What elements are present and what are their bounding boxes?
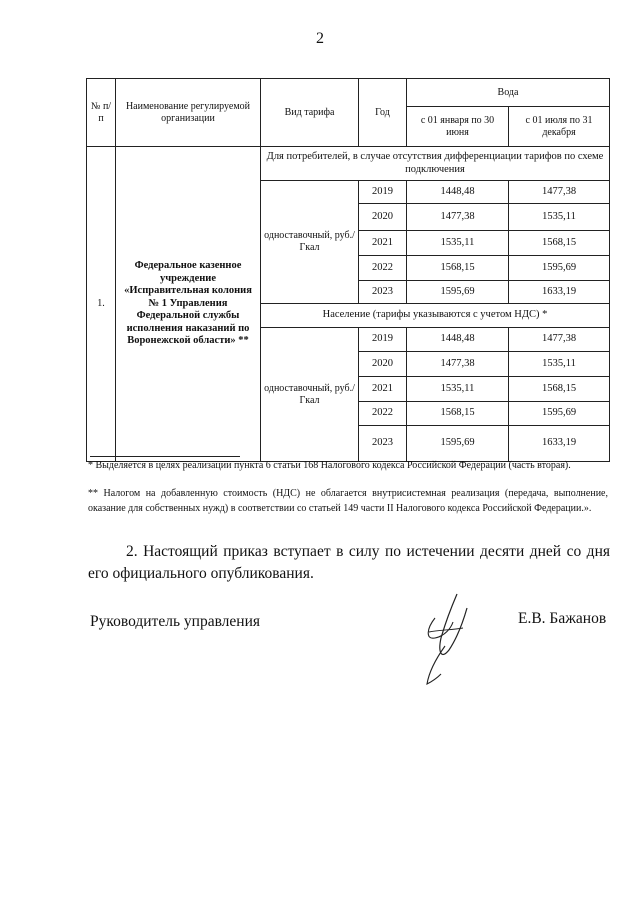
header-year: Год <box>359 79 407 147</box>
section1-tariff-type: одноставочный, руб./Гкал <box>261 181 359 304</box>
value-cell: 1448,48 <box>407 181 509 204</box>
section2-tariff-type: одноставочный, руб./Гкал <box>261 328 359 462</box>
footnote-divider <box>90 456 240 457</box>
row-number: 1. <box>87 147 116 462</box>
value-cell: 1633,19 <box>509 281 610 304</box>
value-cell: 1595,69 <box>407 281 509 304</box>
value-cell: 1633,19 <box>509 426 610 462</box>
header-tariff-type: Вид тарифа <box>261 79 359 147</box>
signer-role: Руководитель управления <box>90 613 261 630</box>
value-cell: 1477,38 <box>509 181 610 204</box>
header-org: Наименование регулируемой организации <box>116 79 261 147</box>
value-cell: 1535,11 <box>407 377 509 402</box>
effective-date-paragraph: 2. Настоящий приказ вступает в силу по истечении десяти дней со дня его официального опубликования. <box>88 543 610 583</box>
section1-title: Для потребителей, в случае отсутствия дифференциации тарифов по схеме подключения <box>261 147 610 181</box>
tariff-table <box>86 78 610 462</box>
year-cell: 2022 <box>359 402 407 426</box>
value-cell: 1595,69 <box>509 256 610 281</box>
value-cell: 1595,69 <box>509 402 610 426</box>
section2-title: Население (тарифы указываются с учетом НДС) * <box>261 304 610 328</box>
year-cell: 2022 <box>359 256 407 281</box>
value-cell: 1568,15 <box>407 256 509 281</box>
year-cell: 2023 <box>359 281 407 304</box>
value-cell: 1535,11 <box>509 204 610 231</box>
year-cell: 2019 <box>359 328 407 352</box>
header-num: № п/п <box>87 79 116 147</box>
header-period-1: с 01 января по 30 июня <box>407 107 509 147</box>
value-cell: 1568,15 <box>509 231 610 256</box>
year-cell: 2023 <box>359 426 407 462</box>
year-cell: 2021 <box>359 231 407 256</box>
organization-name: Федеральное казенное учреждение «Исправительная колония № 1 Управления Федеральной службы исполнения наказаний по Воронежской области» ** <box>116 147 261 462</box>
value-cell: 1568,15 <box>407 402 509 426</box>
header-period-2: с 01 июля по 31 декабря <box>509 107 610 147</box>
section1-title-row <box>87 147 610 181</box>
handwritten-signature <box>405 588 505 688</box>
value-cell: 1568,15 <box>509 377 610 402</box>
footnote-2: ** Налогом на добавленную стоимость (НДС) не облагается внутрисистемная реализация (передача, выполнение, оказание для собственных нужд) в соответствии со статьей 149 части II Налогового кодекса Российской Федерации.». <box>88 488 608 514</box>
year-cell: 2021 <box>359 377 407 402</box>
footnote-1: * Выделяется в целях реализации пункта 6 статьи 168 Налогового кодекса Российской Федерации (часть вторая). <box>88 460 571 471</box>
year-cell: 2019 <box>359 181 407 204</box>
value-cell: 1448,48 <box>407 328 509 352</box>
value-cell: 1535,11 <box>407 231 509 256</box>
value-cell: 1535,11 <box>509 352 610 377</box>
value-cell: 1595,69 <box>407 426 509 462</box>
page-number: 2 <box>316 30 324 47</box>
value-cell: 1477,38 <box>407 352 509 377</box>
signer-name: Е.В. Бажанов <box>518 610 607 627</box>
value-cell: 1477,38 <box>509 328 610 352</box>
header-row <box>87 79 610 107</box>
year-cell: 2020 <box>359 204 407 231</box>
value-cell: 1477,38 <box>407 204 509 231</box>
year-cell: 2020 <box>359 352 407 377</box>
header-water: Вода <box>407 79 610 107</box>
